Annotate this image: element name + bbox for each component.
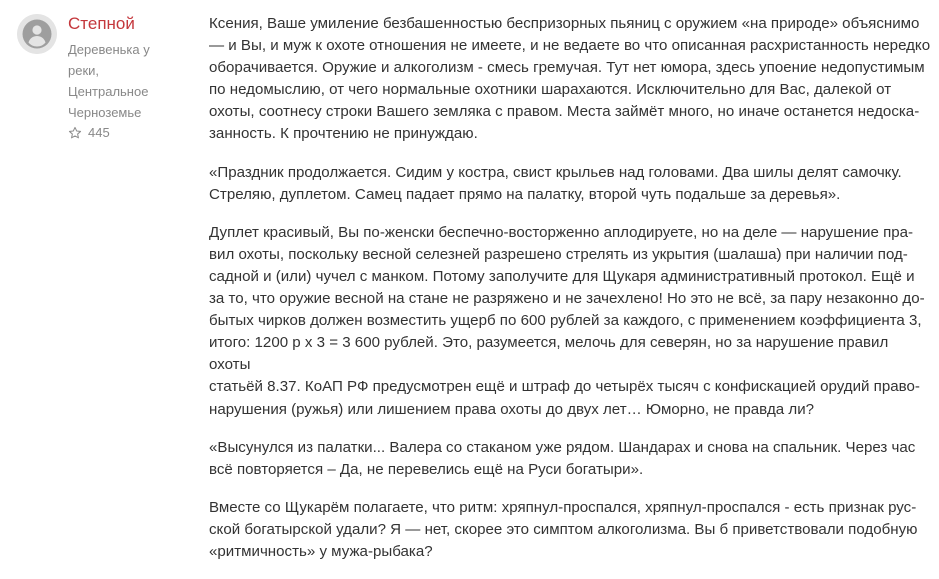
comment-paragraph: Ксения, Ваше умиление безбашенностью беспризорных пьяниц с оружием «на природе» объяснимо — и Вы, и муж к охоте отношения не имеете, и не ведаете во что описанная расхристанность нередко оборачивается. Оружие и алкоголизм - смесь гремучая. Тут нет юмора, здесь упоение недопустимым по недомыслию, от чего нормальные охотники шарахаются. Исключительно для Вас, далекой от охоты, соотнесу строки Вашего земляка с правом. Места займёт много, но иначе останется недоска- занность. К прочтению не принуждаю. xyxy=(209,15,931,143)
user-avatar-icon xyxy=(17,14,57,54)
karma-count: 445 xyxy=(88,125,110,140)
star-outline-icon xyxy=(68,126,82,140)
comment-paragraph: Вместе со Щукарём полагаете, что ритм: хряпнул-проспался, хряпнул-проспался - есть признак рус- ской богатырской удали? Я — нет, скорее это симптом алкоголизма. Вы б приветствовали подобную «ритмичность» у мужа-рыбака? xyxy=(209,498,918,560)
author-karma xyxy=(68,125,198,141)
comment-paragraph: Дуплет красивый, Вы по-женски беспечно-восторженно аплодируете, но на деле — нарушение пра- вил охоты, поскольку весной селезней разрешено стрелять из укрытия (шалаша) при наличии под- садной и (или) чучел с манком. Потому заполучите для Щукаря административный протокол. Ещё и за то, что оружие весной на стане не разряжено и не зачехлено! Но это не всё, за пару незаконно до- бытых чирков должен возместить ущерб по 600 рублей за каждого, с применением коэффициента 3, итого: 1200 р х 3 = 3 600 рублей. Это, разумеется, мелочь для северян, но за нарушение правил охоты статьёй 8.37. КоАП РФ предусмотрен ещё и штраф до четырёх тысяч с конфискацией орудий право- нарушения (ружья) или лишением права охоты до двух лет… Юморно, не правда ли? xyxy=(209,223,925,418)
author-avatar[interactable] xyxy=(17,14,57,54)
comment-quote: «Праздник продолжается. Сидим у костра, свист крыльев над головами. Два шилы делят самочку. Стреляю, дуплетом. Самец падает прямо на палатку, второй чуть подальше за деревья». xyxy=(209,163,902,203)
author-location: Деревенька у реки, Центральное Черноземье xyxy=(68,42,150,120)
comment-quote: «Высунулся из палатки... Валера со стаканом уже рядом. Шандарах и снова на спальник. Через час всё повторяется – Да, не перевелись ещё на Руси богатыри». xyxy=(209,438,916,478)
author-name-link[interactable]: Степной xyxy=(68,14,135,33)
author-info xyxy=(68,14,198,141)
comment-body xyxy=(209,13,931,579)
